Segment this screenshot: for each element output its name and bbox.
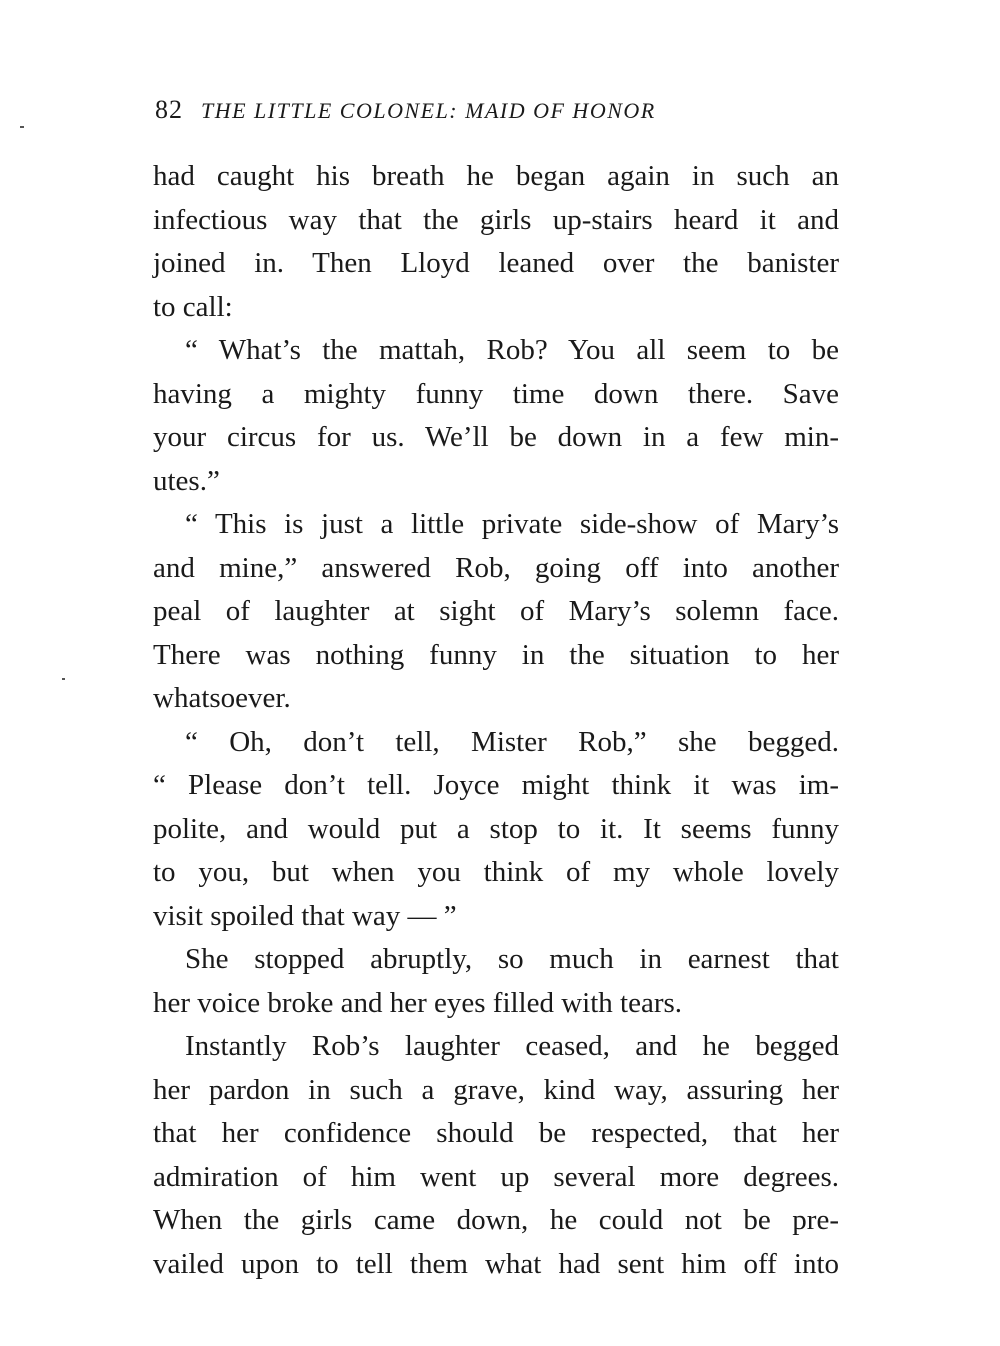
text-line: admiration of him went up several more degrees. — [153, 1160, 839, 1193]
page-header — [155, 95, 845, 129]
text-line: vailed upon to tell them what had sent him off into — [153, 1247, 839, 1280]
scan-speck — [62, 678, 65, 680]
text-line: visit spoiled that way — ” — [153, 899, 457, 932]
text-line: utes.” — [153, 464, 220, 497]
text-line: having a mighty funny time down there. Save — [153, 377, 839, 410]
text-line: and mine,” answered Rob, going off into another — [153, 551, 839, 584]
text-line: whatsoever. — [153, 682, 291, 714]
scan-speck — [20, 126, 24, 128]
text-line: Instantly Rob’s laughter ceased, and he begged — [185, 1030, 839, 1062]
text-line: She stopped abruptly, so much in earnest that — [185, 943, 839, 975]
text-line: joined in. Then Lloyd leaned over the banister — [153, 247, 839, 279]
text-line: When the girls came down, he could not be pre- — [153, 1204, 839, 1236]
text-line: to call: — [153, 290, 233, 323]
text-line: her voice broke and her eyes filled with tears. — [153, 986, 683, 1019]
running-title: THE LITTLE COLONEL: MAID OF HONOR — [201, 98, 656, 123]
text-line: “ What’s the mattah, Rob? You all seem to be — [185, 334, 839, 366]
text-line: infectious way that the girls up-stairs heard it and — [153, 203, 839, 236]
text-line: There was nothing funny in the situation to her — [153, 638, 839, 671]
text-line: “ Oh, don’t tell, Mister Rob,” she begged. — [185, 725, 839, 758]
text-line: your circus for us. We’ll be down in a few min- — [153, 421, 839, 453]
text-line: polite, and would put a stop to it. It seems funny — [153, 812, 839, 845]
text-line: to you, but when you think of my whole lovely — [153, 856, 839, 888]
text-line: had caught his breath he began again in such an — [153, 160, 839, 192]
text-line: peal of laughter at sight of Mary’s solemn face. — [153, 595, 839, 627]
text-line: that her confidence should be respected, that her — [153, 1117, 839, 1149]
page-number: 82 — [155, 95, 183, 124]
body-text — [153, 155, 839, 1286]
text-line: her pardon in such a grave, kind way, assuring her — [153, 1073, 839, 1106]
text-line: “ Please don’t tell. Joyce might think it was im- — [153, 769, 839, 801]
text-line: “ This is just a little private side-show of Mary’s — [185, 508, 839, 540]
